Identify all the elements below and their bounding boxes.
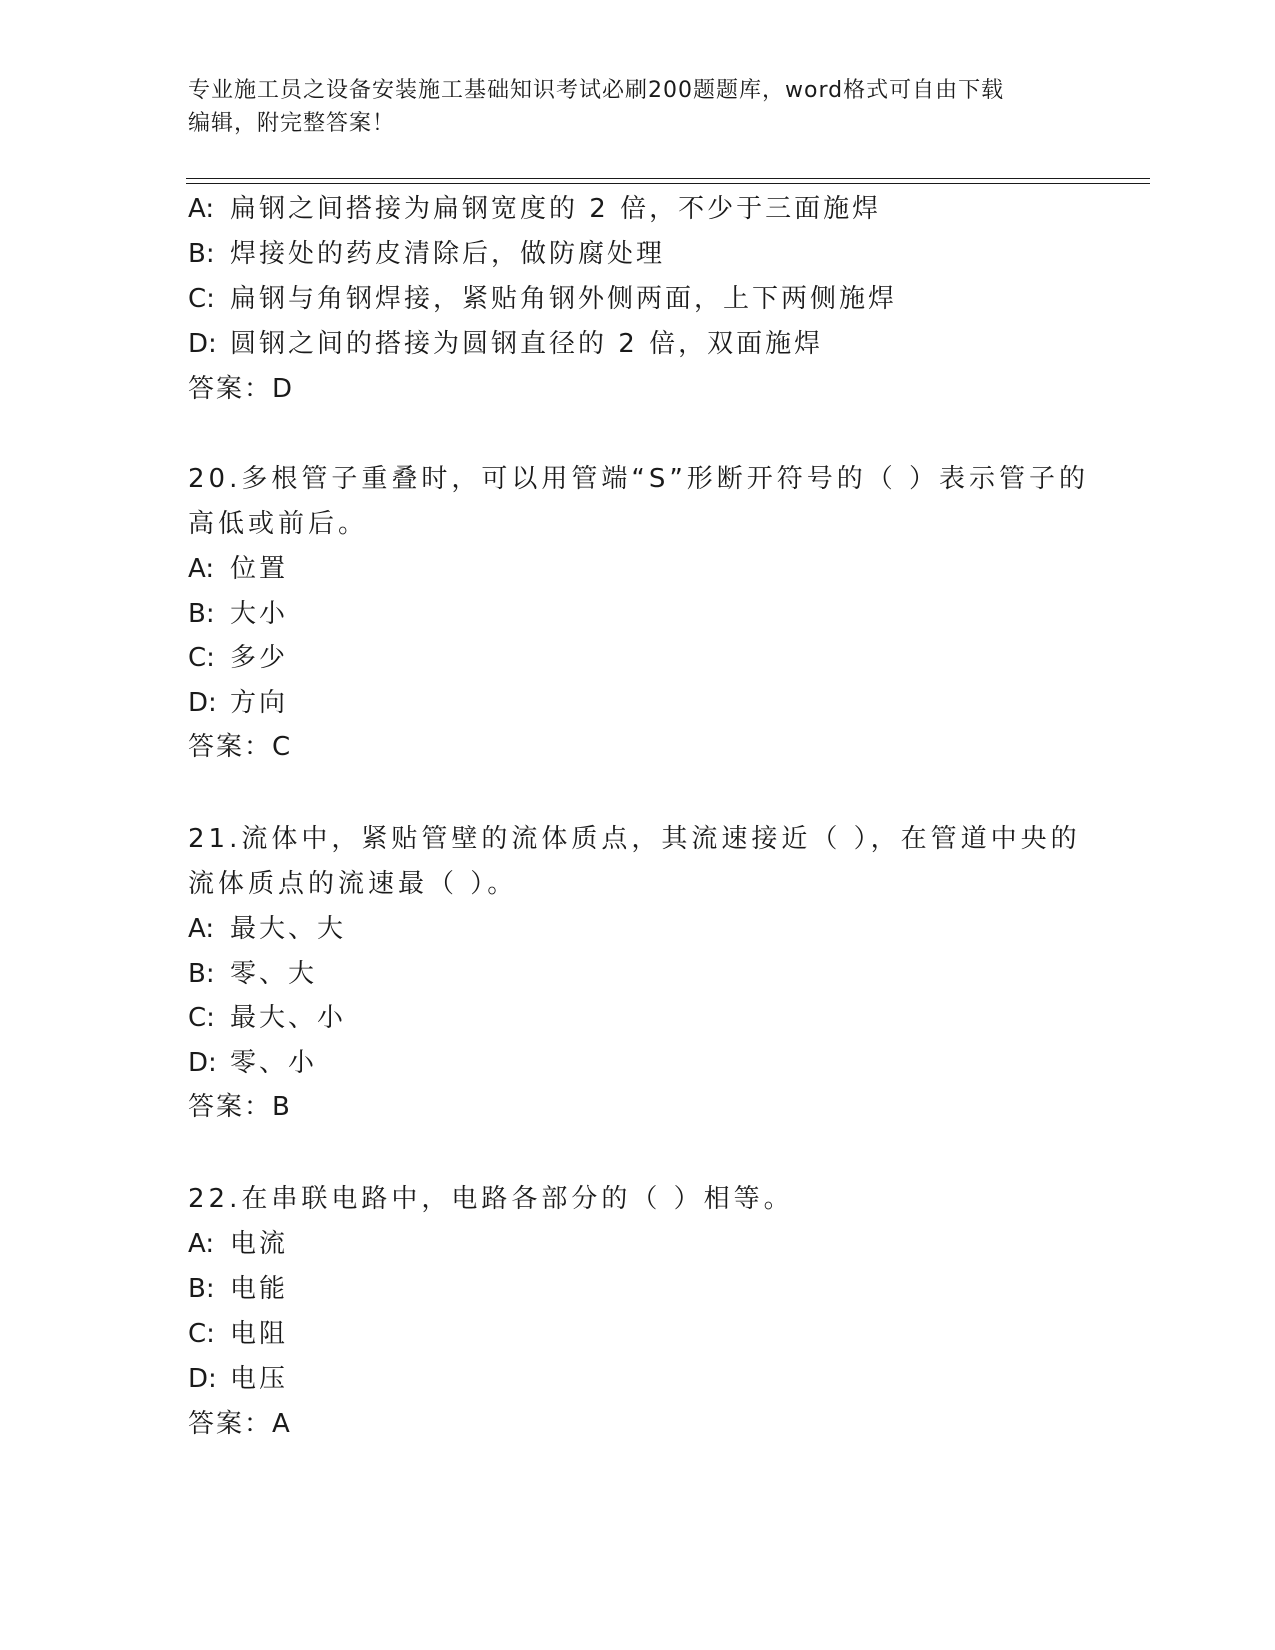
option-key: B: bbox=[188, 959, 215, 989]
option-key: D: bbox=[188, 688, 217, 718]
question-text: 20.多根管子重叠时，可以用管端“S”形断开符号的（ ）表示管子的 bbox=[188, 464, 1090, 494]
question-text-cont: 高低或前后。 bbox=[188, 509, 369, 539]
option-text: 电流 bbox=[230, 1229, 289, 1259]
option-text: 电阻 bbox=[230, 1319, 289, 1349]
option-text: 最大、大 bbox=[230, 914, 347, 944]
question-text-cont: 流体质点的流速最（ ）。 bbox=[188, 869, 518, 899]
option-row bbox=[188, 597, 288, 631]
option-key: A: bbox=[188, 194, 215, 224]
option-row bbox=[188, 957, 317, 991]
option-row bbox=[188, 1227, 288, 1261]
option-text: 电能 bbox=[230, 1274, 289, 1304]
option-text: 扁钢之间搭接为扁钢宽度的 2 倍，不少于三面施焊 bbox=[230, 194, 882, 224]
answer-line: 答案：A bbox=[188, 1409, 292, 1439]
option-row bbox=[188, 1046, 317, 1080]
option-row bbox=[188, 282, 897, 316]
option-key: C: bbox=[188, 643, 215, 673]
option-row bbox=[188, 237, 665, 271]
option-key: B: bbox=[188, 239, 215, 269]
option-row bbox=[188, 641, 288, 675]
option-row bbox=[188, 686, 288, 720]
header-divider-top bbox=[186, 178, 1150, 179]
option-key: D: bbox=[188, 329, 217, 359]
option-row bbox=[188, 1001, 346, 1035]
answer-line: 答案：C bbox=[188, 732, 293, 762]
question-text: 22.在串联电路中，电路各部分的（ ）相等。 bbox=[188, 1184, 794, 1214]
header-divider-bottom bbox=[186, 183, 1150, 184]
option-key: C: bbox=[188, 1319, 215, 1349]
option-key: C: bbox=[188, 1003, 215, 1033]
option-text: 最大、小 bbox=[230, 1003, 347, 1033]
option-text: 多少 bbox=[230, 643, 289, 673]
option-row bbox=[188, 1317, 288, 1351]
header-title-line1: 专业施工员之设备安装施工基础知识考试必刷200题题库，word格式可自由下载 bbox=[188, 78, 1005, 103]
document-header bbox=[188, 74, 1088, 140]
option-key: A: bbox=[188, 1229, 215, 1259]
answer-line: 答案：B bbox=[188, 1092, 292, 1122]
option-text: 电压 bbox=[230, 1364, 289, 1394]
option-row bbox=[188, 912, 346, 946]
option-key: C: bbox=[188, 284, 215, 314]
question-text: 21.流体中，紧贴管壁的流体质点，其流速接近（ ），在管道中央的 bbox=[188, 824, 1081, 854]
option-row bbox=[188, 1272, 288, 1306]
option-text: 焊接处的药皮清除后，做防腐处理 bbox=[230, 239, 666, 269]
option-key: A: bbox=[188, 914, 215, 944]
option-text: 零、大 bbox=[230, 959, 318, 989]
option-text: 大小 bbox=[230, 599, 289, 629]
option-key: A: bbox=[188, 554, 215, 584]
option-text: 方向 bbox=[230, 688, 289, 718]
option-row bbox=[188, 192, 881, 226]
option-key: B: bbox=[188, 599, 215, 629]
option-key: D: bbox=[188, 1048, 217, 1078]
option-key: D: bbox=[188, 1364, 217, 1394]
option-text: 位置 bbox=[230, 554, 289, 584]
option-text: 扁钢与角钢焊接，紧贴角钢外侧两面，上下两侧施焊 bbox=[230, 284, 898, 314]
option-text: 圆钢之间的搭接为圆钢直径的 2 倍，双面施焊 bbox=[230, 329, 824, 359]
option-row bbox=[188, 1362, 288, 1396]
option-text: 零、小 bbox=[230, 1048, 318, 1078]
option-row bbox=[188, 552, 288, 586]
option-row bbox=[188, 327, 823, 361]
answer-line: 答案：D bbox=[188, 374, 295, 404]
header-title-line2: 编辑，附完整答案！ bbox=[188, 111, 396, 136]
option-key: B: bbox=[188, 1274, 215, 1304]
